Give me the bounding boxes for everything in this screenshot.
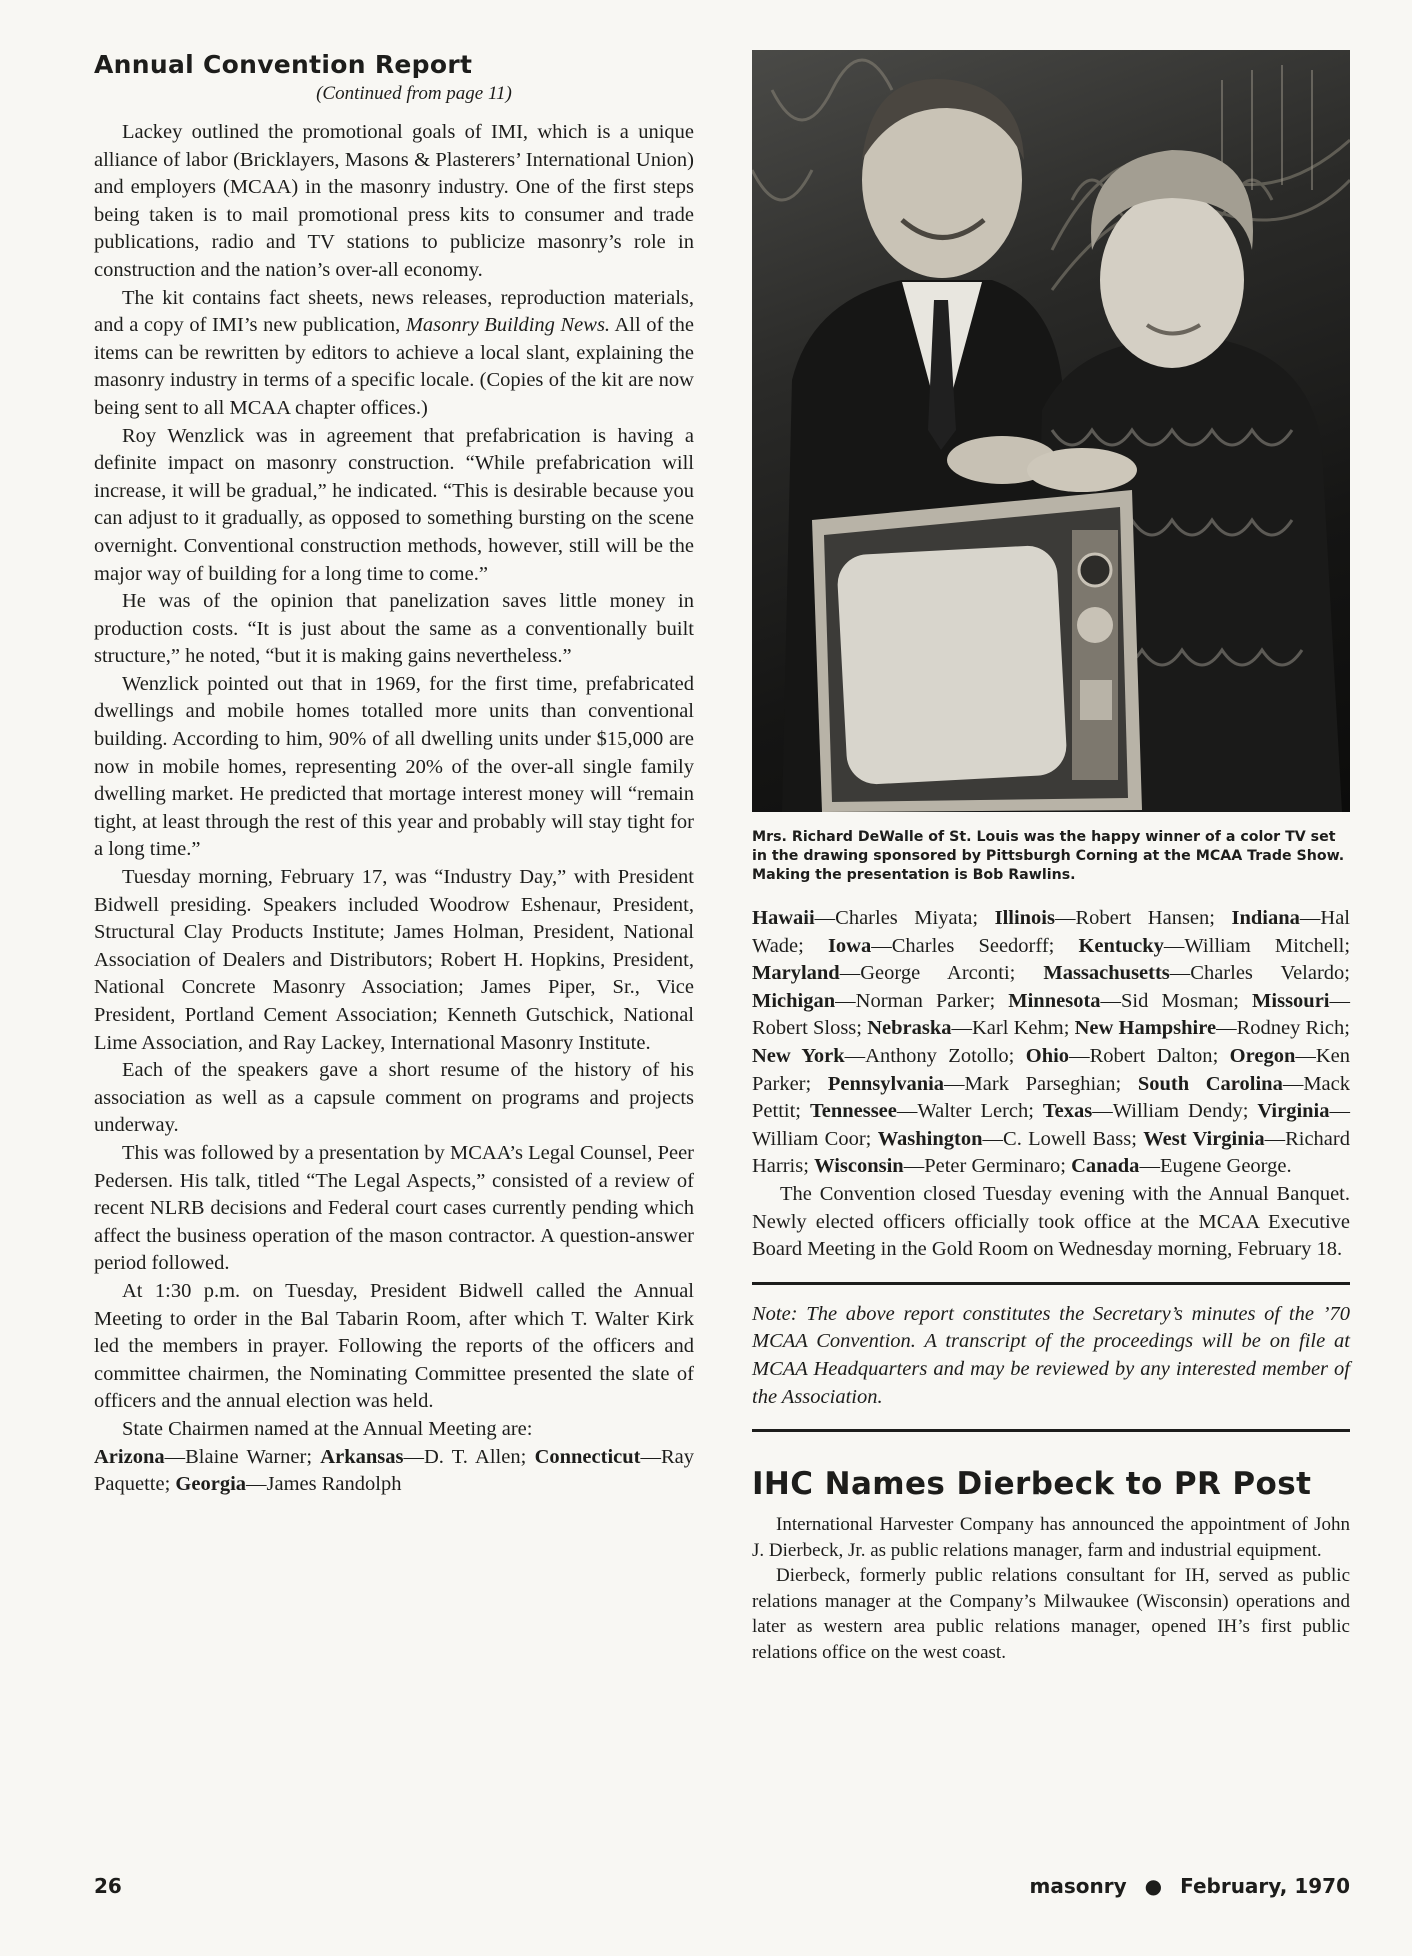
chairman-name: Anthony Zotollo [865,1044,1009,1067]
state-name: New Hampshire [1074,1017,1217,1040]
report-paragraph [94,864,694,1057]
report-paragraph [94,1140,694,1278]
chairman-name: Robert Sloss [752,1017,857,1040]
report-paragraph [94,1057,694,1140]
closing-paragraph-wrap [752,1181,1350,1264]
chairman-name: Richard Harris [752,1127,1350,1178]
state-name: Michigan [752,989,836,1012]
chairman-name: Charles Miyata [835,907,973,929]
section-title: Annual Convention Report [94,50,473,79]
paragraph-text: All of the items can be rewritten by editors to achieve a local slant, explaining the masonry industry in terms of a specific locale. (Copies of the kit are now being sent to all MCAA chapter offices.) [94,314,695,419]
state-chairmen-right [752,905,1350,1181]
state-name: Wisconsin [814,1155,904,1178]
state-name: Nebraska [867,1017,952,1040]
chairman-name: D. T. Allen [423,1445,521,1468]
paragraph-text: Tuesday morning, February 17, was “Industry Day,” with President Bidwell presiding. Speakers included Woodrow Eshenaur, President, Structural Clay Products Institute; James Holman, President, National Association of Dealers and Distributors; Robert H. Hopkins, President, National Concrete Masonry Association; James Piper, Sr., Vice President, Portland Cement Association; Kenneth Gutschick, National Lime Association, and Ray Lackey, International Masonry Institute. [94,866,694,1054]
chairman-name: William Mitchell [1184,934,1345,957]
paragraph-text: Lackey outlined the promotional goals of IMI, which is a unique alliance of labor (Bricklayers, Masons & Plasterers’ International Union) and employers (MCAA) in the masonry industry. One of the first steps being taken is to mail promotional press kits to consumer and trade publications, radio and TV stations to publicize masonry’s role in construction and the nation’s over-all economy. [94,121,694,281]
editor-note: Note: The above report constitutes the Secretary’s minutes of the ’70 MCAA Convention. A transcript of the proceedings will be on file at MCAA Headquarters and may be reviewed by any interested member of the Association. [752,1302,1350,1408]
chairman-name: Mark Parseghian [964,1072,1116,1095]
news-paragraph: International Harvester Company has announced the appointment of John J. Dierbeck, Jr. as public relations manager, farm and industrial equipment. [752,1514,1350,1561]
publication-title: Masonry Building News. [405,314,611,337]
state-name: Ohio [1025,1044,1070,1067]
paragraph-text: Roy Wenzlick was in agreement that prefabrication is having a definite impact on masonry construction. “While prefabrication will increase, it will be gradual,” he indicated. “This is desirable because you can adjust to it gradually, as opposed to something bursting on the scene overnight. Conventional construction methods, however, still will be the major way of building for a long time to come.” [94,424,694,585]
state-name: Georgia [175,1473,247,1496]
state-name: Massachusetts [1043,962,1170,985]
state-name: Indiana [1231,907,1300,929]
chairman-name: Sid Mosman [1121,989,1234,1012]
footer-line [1030,1874,1350,1898]
state-name: Pennsylvania [827,1072,945,1095]
iron-grille [752,60,1350,290]
state-name: Hawaii [752,907,815,929]
chairman-name: Blaine Warner [185,1445,307,1468]
continued-note: (Continued from page 11) [316,83,512,104]
chairman-name: George Arconti [860,962,1010,985]
chairman-name: Eugene George [1159,1155,1287,1178]
state-name: Illinois [994,907,1055,929]
bullet-icon: ● [1144,1874,1163,1898]
chairman-name: Charles Seedorff [891,934,1049,957]
state-name: Canada [1071,1155,1140,1178]
page-number: 26 [94,1874,122,1898]
report-paragraph [94,119,694,285]
state-name: Tennessee [809,1100,897,1123]
state-name: Iowa [827,934,872,957]
report-paragraph [94,588,694,671]
state-chairmen-list-right: Hawaii—Charles Miyata; Illinois—Robert Hansen; Indiana—Hal Wade; Iowa—Charles Seedorff; Kentucky—William Mitchell; Maryland—George Arconti; Massachusetts—Charles Velardo; Michigan—Norman Parker; Minnesota—Sid Mosman; Missouri—Robert Sloss; Nebraska—Karl Kehm; New Hampshire—Rodney Rich; New York—Anthony Zotollo; Ohio—Robert Dalton; Oregon—Ken Parker; Pennsylvania—Mark Parseghian; South Carolina—Mack Pettit; Tennessee—Walter Lerch; Texas—William Dendy; Virginia—William Coor; Washington—C. Lowell Bass; West Virginia—Richard Harris; Wisconsin—Peter Germinaro; Canada—Eugene George. [752,907,1351,1178]
state-name: Texas [1042,1100,1093,1123]
state-name: Kentucky [1078,934,1164,957]
report-body [94,119,694,1444]
photo-illustration [752,50,1350,812]
chairman-name: Robert Hansen [1075,907,1210,929]
paragraph-text: The kit contains fact sheets, news releases, reproduction materials, and a copy of IMI’s new publication, [94,286,694,337]
award-photo [752,50,1350,812]
chairman-name: Rodney Rich [1236,1017,1345,1040]
paragraph-text: Wenzlick pointed out that in 1969, for the first time, prefabricated dwellings and mobile homes totalled more units than conventional building. According to him, 90% of all dwelling units under $15,000 are now in mobile homes, representing 20% of the over-all single family dwelling market. He predicted that mortage interest money will “remain tight, at least through the rest of this year and probably will stay tight for a long time.” [94,672,694,861]
state-name: Maryland [752,962,840,985]
news-headline: IHC Names Dierbeck to PR Post [752,1466,1312,1503]
report-paragraph [94,285,694,423]
state-name: New York [752,1044,845,1067]
paragraph-text: This was followed by a presentation by MCAA’s Legal Counsel, Peer Pedersen. His talk, titled “The Legal Aspects,” consisted of a review of recent NLRB decisions and Federal court cases currently pending which affect the business operation of the mason contractor. A question-answer period followed. [94,1141,694,1275]
right-column [752,50,1350,1665]
left-column [94,50,694,1499]
chairman-name: Ken Parker [752,1044,1351,1095]
issue-date: February, 1970 [1180,1874,1350,1898]
chairman-name: Mack Pettit [752,1072,1351,1123]
chairman-name: Charles Velardo [1190,962,1345,985]
photo-caption: Mrs. Richard DeWalle of St. Louis was the happy winner of a color TV set in the drawing sponsored by Pittsburgh Corning at the MCAA Trade Show. Making the presentation is Bob Rawlins. [752,829,1345,883]
television-illustration [812,490,1142,812]
state-name: Connecticut [534,1445,641,1468]
chairman-name: James Randolph [266,1473,402,1496]
state-name: Virginia [1257,1100,1330,1123]
divider-bottom [752,1429,1350,1432]
chairman-name: Robert Dalton [1089,1044,1213,1067]
state-name: Missouri [1252,989,1330,1012]
chairman-name: Karl Kehm [971,1017,1064,1040]
report-paragraph [94,423,694,589]
paragraph-text: At 1:30 p.m. on Tuesday, President Bidwell called the Annual Meeting to order in the Bal Tabarin Room, after which T. Walter Kirk led the members in prayer. Following the reports of the officers and committee chairmen, the Nominating Committee presented the slate of officers and the annual election was held. [94,1279,694,1413]
state-name: Minnesota [1008,989,1101,1012]
state-name: Arkansas [320,1445,404,1468]
magazine-name: masonry [1029,1874,1127,1898]
state-chairmen-list-left: Arizona—Blaine Warner; Arkansas—D. T. Allen; Connecticut—Ray Paquette; Georgia—James Randolph [94,1445,694,1496]
paragraph-text: State Chairmen named at the Annual Meeting are: [122,1417,533,1440]
divider-top [752,1282,1350,1285]
state-chairmen-left [94,1444,694,1499]
state-name: Washington [877,1127,983,1150]
report-paragraph [94,1416,694,1444]
chairman-name: Ray Paquette [94,1445,694,1496]
state-name: Oregon [1229,1044,1296,1067]
chairman-name: Hal Wade [752,907,1350,957]
chairman-name: Peter Germinaro [924,1155,1061,1178]
chairman-name: C. Lowell Bass [1003,1127,1132,1150]
paragraph-text: Each of the speakers gave a short resume of the history of his association as well as a capsule comment on programs and projects underway. [94,1059,694,1137]
chairman-name: William Dendy [1112,1100,1243,1123]
chairman-name: William Coor [752,1127,866,1150]
state-name: South Carolina [1137,1072,1283,1095]
report-paragraph [94,671,694,864]
closing-paragraph: The Convention closed Tuesday evening with the Annual Banquet. Newly elected officers officially took office at the MCAA Executive Board Meeting in the Gold Room on Wednesday morning, February 18. [752,1182,1350,1261]
state-name: West Virginia [1143,1127,1265,1150]
report-paragraph [94,1278,694,1416]
chairman-name: Norman Parker [855,989,990,1012]
state-name: Arizona [94,1445,165,1468]
chairman-name: Walter Lerch [917,1100,1029,1123]
news-body [752,1512,1350,1665]
paragraph-text: He was of the opinion that panelization saves little money in production costs. “It is just about the same as a conventionally built structure,” he noted, “but it is making gains nevertheless.” [94,590,694,668]
news-paragraph: Dierbeck, formerly public relations consultant for IH, served as public relations manager at the Company’s Milwaukee (Wisconsin) operations and later as western area public relations manager, opened IH’s first public relations office on the west coast. [752,1565,1350,1663]
